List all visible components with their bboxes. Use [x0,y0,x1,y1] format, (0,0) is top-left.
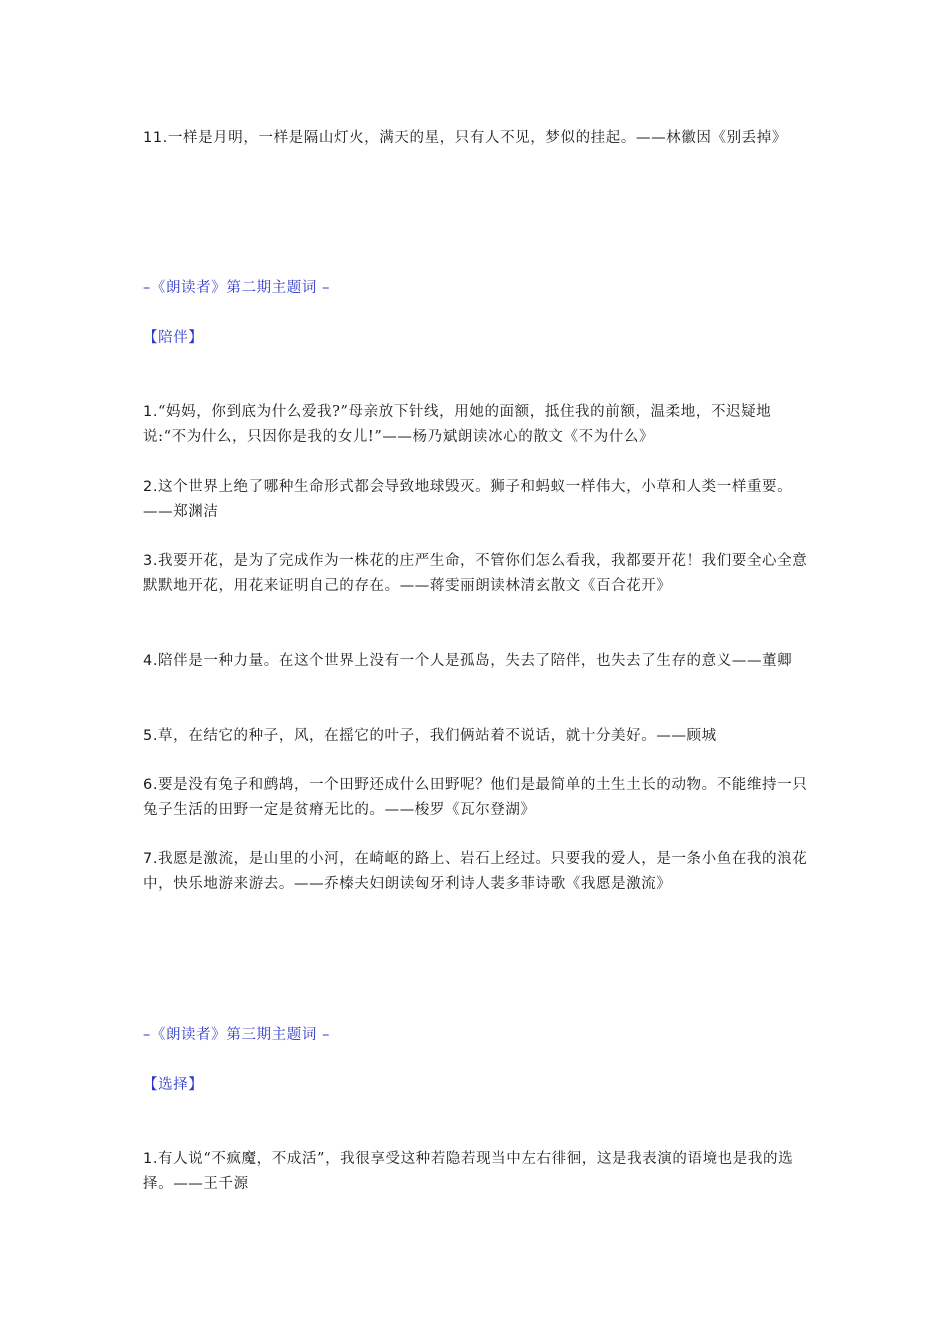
item-number: 5. [143,728,159,744]
quote-item [143,475,808,525]
quote-item [143,126,808,151]
item-text: 陪伴是一种力量。在这个世界上没有一个人是孤岛，失去了陪伴，也失去了生存的意义——董卿 [158,653,793,669]
quote-item [143,400,808,450]
item-number: 3. [143,553,159,569]
item-number: 6. [143,777,159,793]
section-tag: 【选择】 [143,1077,204,1093]
quote-item [143,773,808,823]
quote-item [143,649,808,674]
item-number: 2. [143,479,159,495]
item-text: 草，在结它的种子，风，在摇它的叶子，我们俩站着不说话，就十分美好。——顾城 [158,728,717,744]
item-number: 7. [143,851,159,867]
item-text: 这个世界上绝了哪种生命形式都会导致地球毁灭。狮子和蚂蚁一样伟大，小草和人类一样重要。——郑渊洁 [143,479,793,520]
quote-item [143,724,808,749]
item-text: “妈妈，你到底为什么爱我?”母亲放下针线，用她的面额，抵住我的前额，温柔地，不迟疑地说:“不为什么，只因你是我的女儿!”——杨乃斌朗读冰心的散文《不为什么》 [143,404,772,445]
quote-item [143,847,808,897]
item-text: 一样是月明，一样是隔山灯火，满天的星，只有人不见，梦似的挂起。——林徽因《别丢掉》 [167,130,787,146]
item-text: 有人说“不疯魔，不成活”，我很享受这种若隐若现当中左右徘徊，这是我表演的语境也是我的选择。——王千源 [143,1151,794,1192]
item-number: 1. [143,1151,159,1167]
section-heading: –《朗读者》第三期主题词 – [143,1027,331,1043]
item-number: 1. [143,404,159,420]
item-number: 4. [143,653,159,669]
item-text: 要是没有兔子和鹧鸪，一个田野还成什么田野呢？他们是最简单的土生土长的动物。不能维持一只兔子生活的田野一定是贫瘠无比的。——梭罗《瓦尔登湖》 [143,777,808,818]
quote-item [143,1147,808,1197]
quote-item [143,549,808,599]
item-text: 我要开花，是为了完成作为一株花的庄严生命，不管你们怎么看我，我都要开花！我们要全心全意默默地开花，用花来证明自己的存在。——蒋雯丽朗读林清玄散文《百合花开》 [143,553,808,594]
section-tag: 【陪伴】 [143,330,204,346]
item-text: 我愿是激流，是山里的小河，在崎岖的路上、岩石上经过。只要我的爱人，是一条小鱼在我的浪花中，快乐地游来游去。——乔榛夫妇朗读匈牙利诗人裴多菲诗歌《我愿是激流》 [143,851,808,892]
item-number: 11. [143,130,168,146]
section-heading: –《朗读者》第二期主题词 – [143,280,331,296]
